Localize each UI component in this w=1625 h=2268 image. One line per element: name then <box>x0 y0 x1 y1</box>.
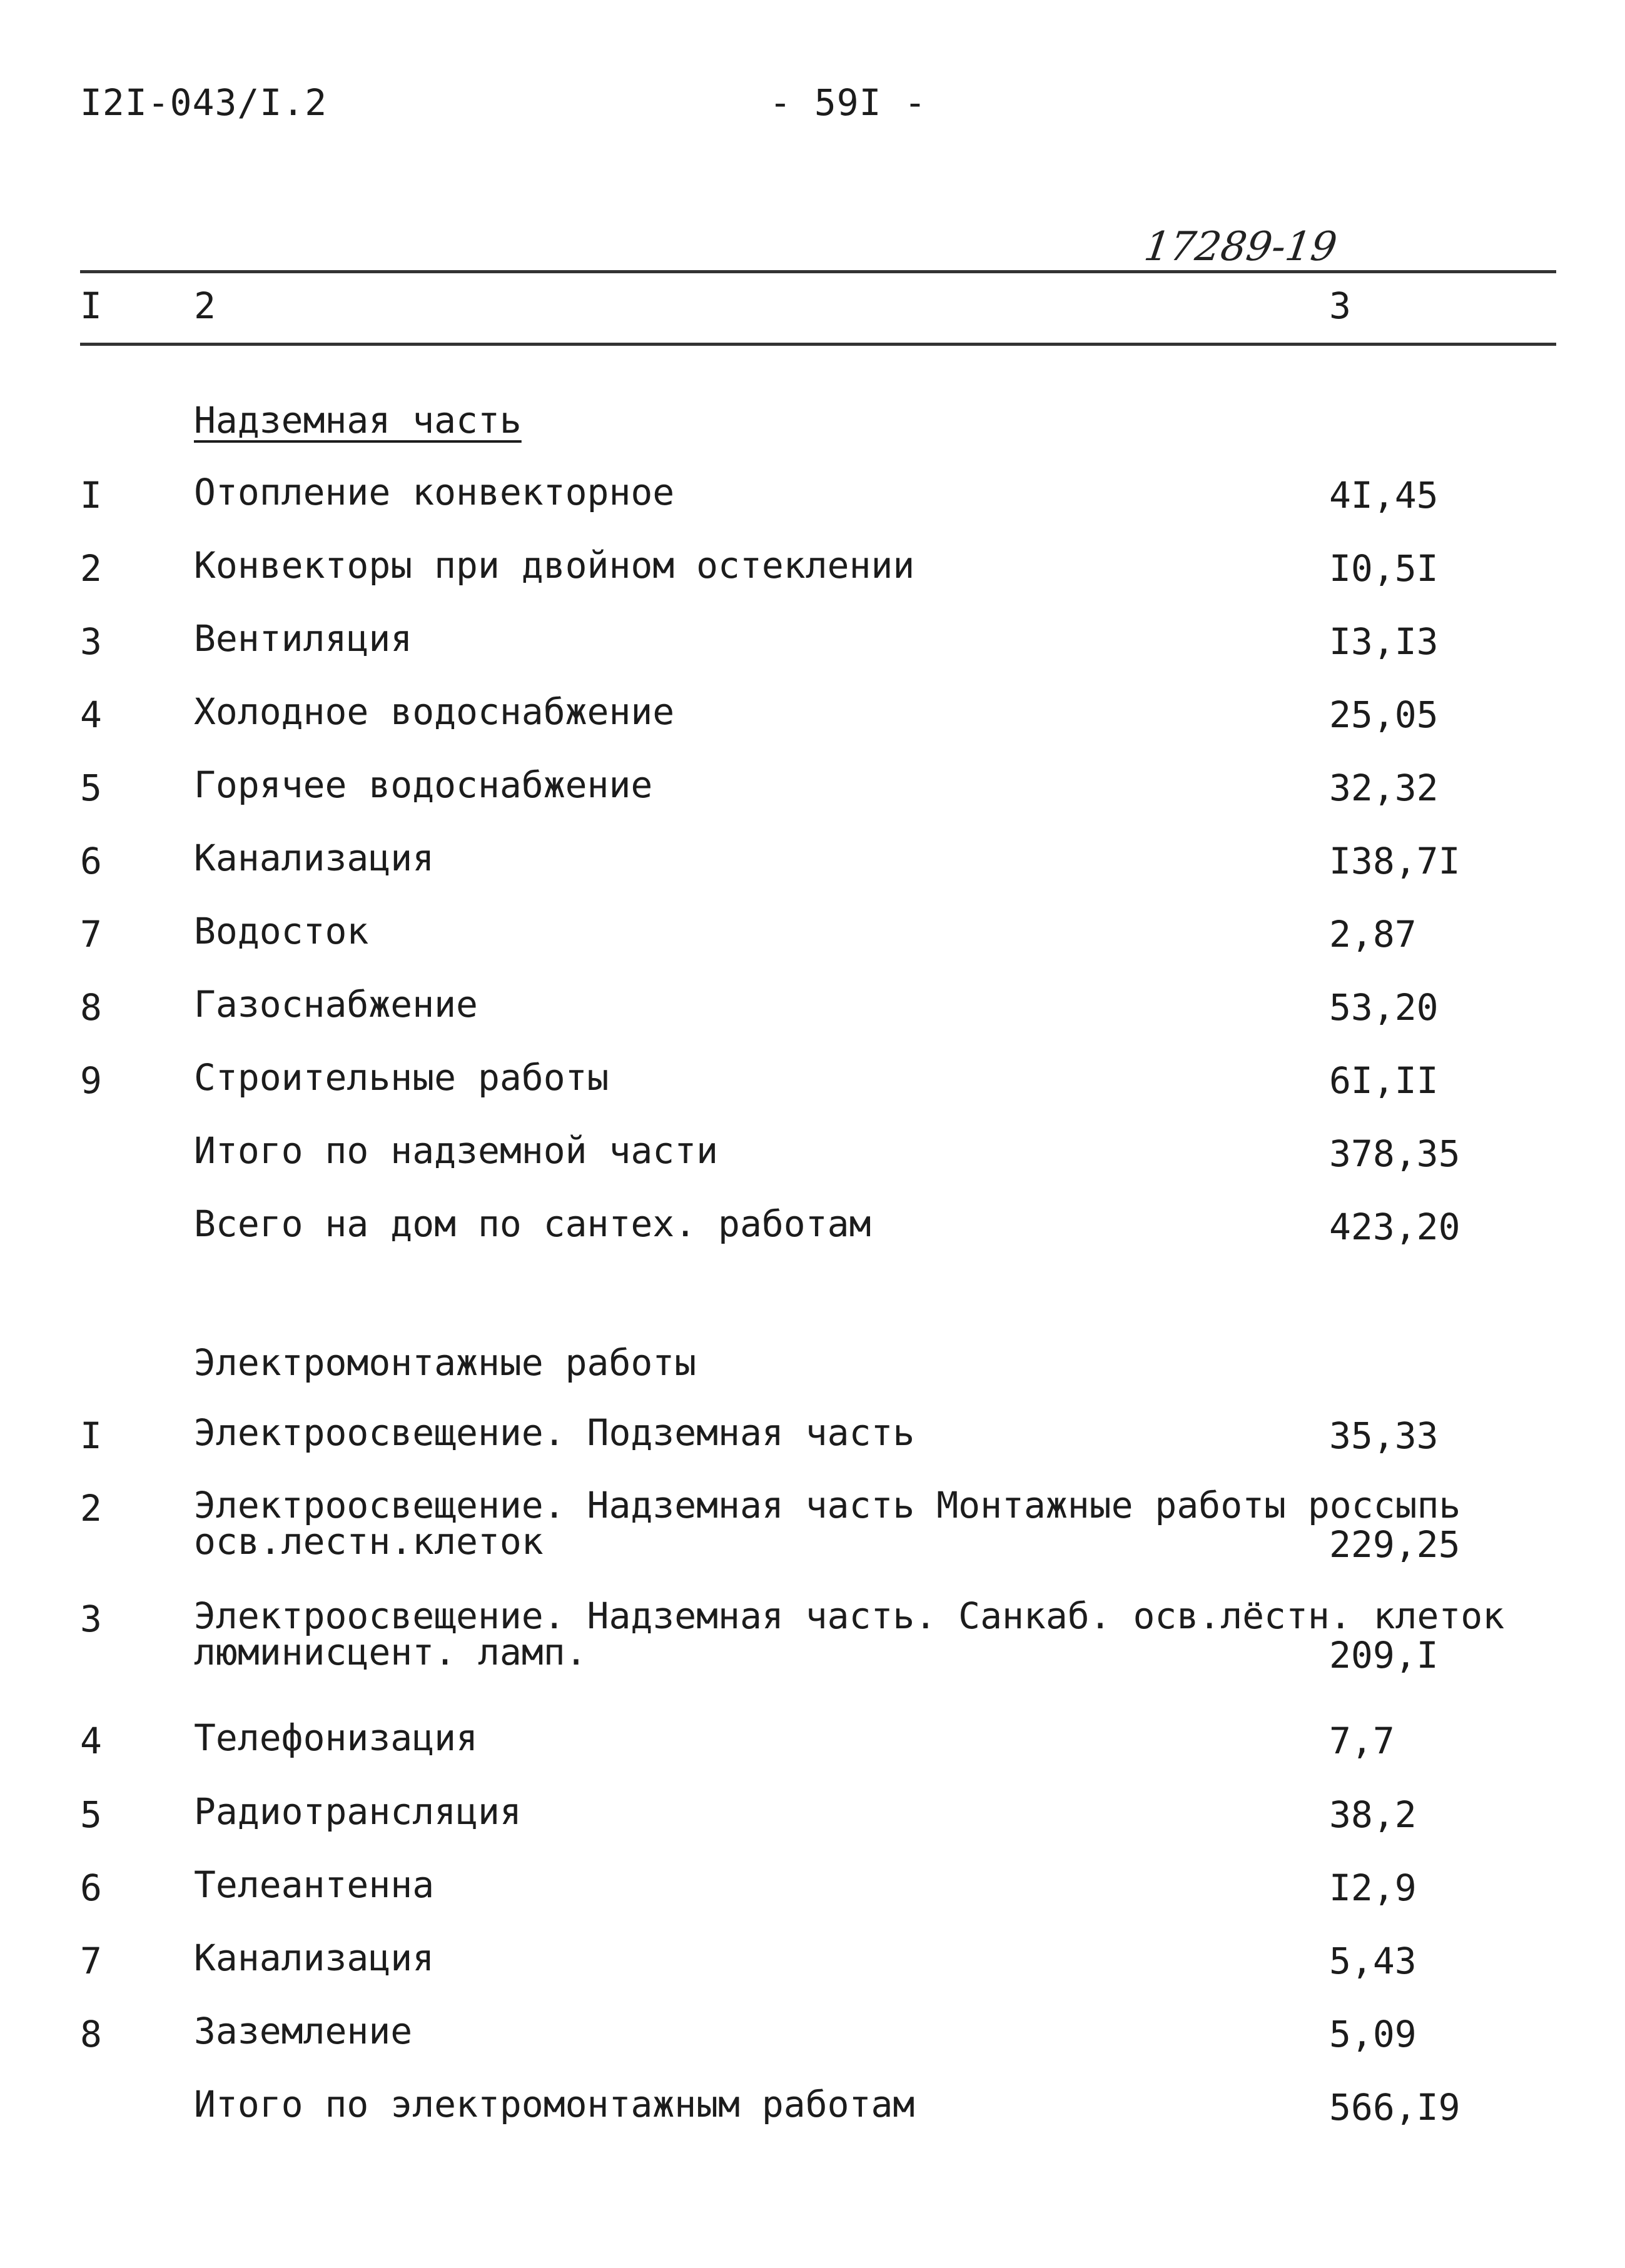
row-description: Телефонизация <box>194 1716 478 1759</box>
row-value: 378,35 <box>1329 1132 1460 1175</box>
row-value: 53,20 <box>1329 986 1439 1029</box>
row-description: Всего на дом по сантех. работам <box>194 1202 871 1245</box>
table-header-rule <box>80 343 1556 346</box>
row-description: Заземление <box>194 2010 413 2052</box>
section-title-electrical: Электромонтажные работы <box>194 1341 697 1384</box>
row-number: 8 <box>80 2013 102 2055</box>
row-description: Водосток <box>194 910 369 952</box>
column-header-1: I <box>80 285 102 327</box>
row-number: 9 <box>80 1059 102 1102</box>
row-value: 423,20 <box>1329 1206 1460 1248</box>
row-number: 7 <box>80 913 102 955</box>
row-number: 6 <box>80 840 102 882</box>
row-value: 209,I <box>1329 1634 1439 1676</box>
row-description: Газоснабжение <box>194 983 478 1026</box>
row-value: 229,25 <box>1329 1523 1460 1566</box>
row-description: Итого по надземной части <box>194 1129 719 1172</box>
column-header-3: 3 <box>1329 285 1351 327</box>
row-value: 4I,45 <box>1329 474 1439 517</box>
row-description: Холодное водоснабжение <box>194 690 675 733</box>
row-value: I3,I3 <box>1329 620 1439 663</box>
row-number: 2 <box>80 547 102 590</box>
row-value: 32,32 <box>1329 767 1439 809</box>
row-value: 6I,II <box>1329 1059 1439 1102</box>
row-description: Строительные работы <box>194 1056 609 1099</box>
row-description: Канализация <box>194 1937 435 1979</box>
row-description: Радиотрансляция <box>194 1790 522 1833</box>
row-description: Канализация <box>194 837 435 879</box>
section-title-above-ground: Надземная часть <box>194 399 522 441</box>
row-description: Телеантенна <box>194 1863 435 1906</box>
row-number: 5 <box>80 767 102 809</box>
row-value: I2,9 <box>1329 1867 1417 1909</box>
row-value: 5,09 <box>1329 2013 1417 2055</box>
row-value: 2,87 <box>1329 913 1417 955</box>
row-description: Вентиляция <box>194 617 413 660</box>
row-number: 5 <box>80 1793 102 1836</box>
row-number: I <box>80 474 102 517</box>
row-description: Отопление конвекторное <box>194 471 675 513</box>
row-value: 25,05 <box>1329 693 1439 736</box>
handwritten-stamp: 17289-19 <box>1141 224 1340 270</box>
row-value: 7,7 <box>1329 1720 1395 1762</box>
row-number: 4 <box>80 1720 102 1762</box>
row-description: Электроосвещение. Надземная часть. Санкаб. осв.лёстн. клеток люминисцент. ламп. <box>194 1595 1505 1673</box>
row-description: Конвекторы при двойном остеклении <box>194 544 915 587</box>
row-value: 566,I9 <box>1329 2086 1460 2129</box>
row-value: 35,33 <box>1329 1414 1439 1457</box>
row-number: I <box>80 1414 102 1457</box>
row-description: Электроосвещение. Надземная часть Монтажные работы россыпь осв.лестн.клеток <box>194 1484 1461 1563</box>
row-number: 4 <box>80 693 102 736</box>
row-value: 38,2 <box>1329 1793 1417 1836</box>
row-number: 3 <box>80 1598 102 1640</box>
page-number: - 59I - <box>769 81 927 124</box>
row-number: 7 <box>80 1940 102 1982</box>
row-number: 8 <box>80 986 102 1029</box>
row-description: Горячее водоснабжение <box>194 764 653 806</box>
row-value: I38,7I <box>1329 840 1460 882</box>
table-top-rule <box>80 270 1556 273</box>
document-code: I2I-043/I.2 <box>80 81 328 124</box>
row-value: 5,43 <box>1329 1940 1417 1982</box>
row-value: I0,5I <box>1329 547 1439 590</box>
row-number: 2 <box>80 1487 102 1530</box>
row-description: Итого по электромонтажным работам <box>194 2083 915 2125</box>
row-description: Электроосвещение. Подземная часть <box>194 1411 915 1454</box>
row-number: 3 <box>80 620 102 663</box>
column-header-2: 2 <box>194 285 216 327</box>
row-number: 6 <box>80 1867 102 1909</box>
